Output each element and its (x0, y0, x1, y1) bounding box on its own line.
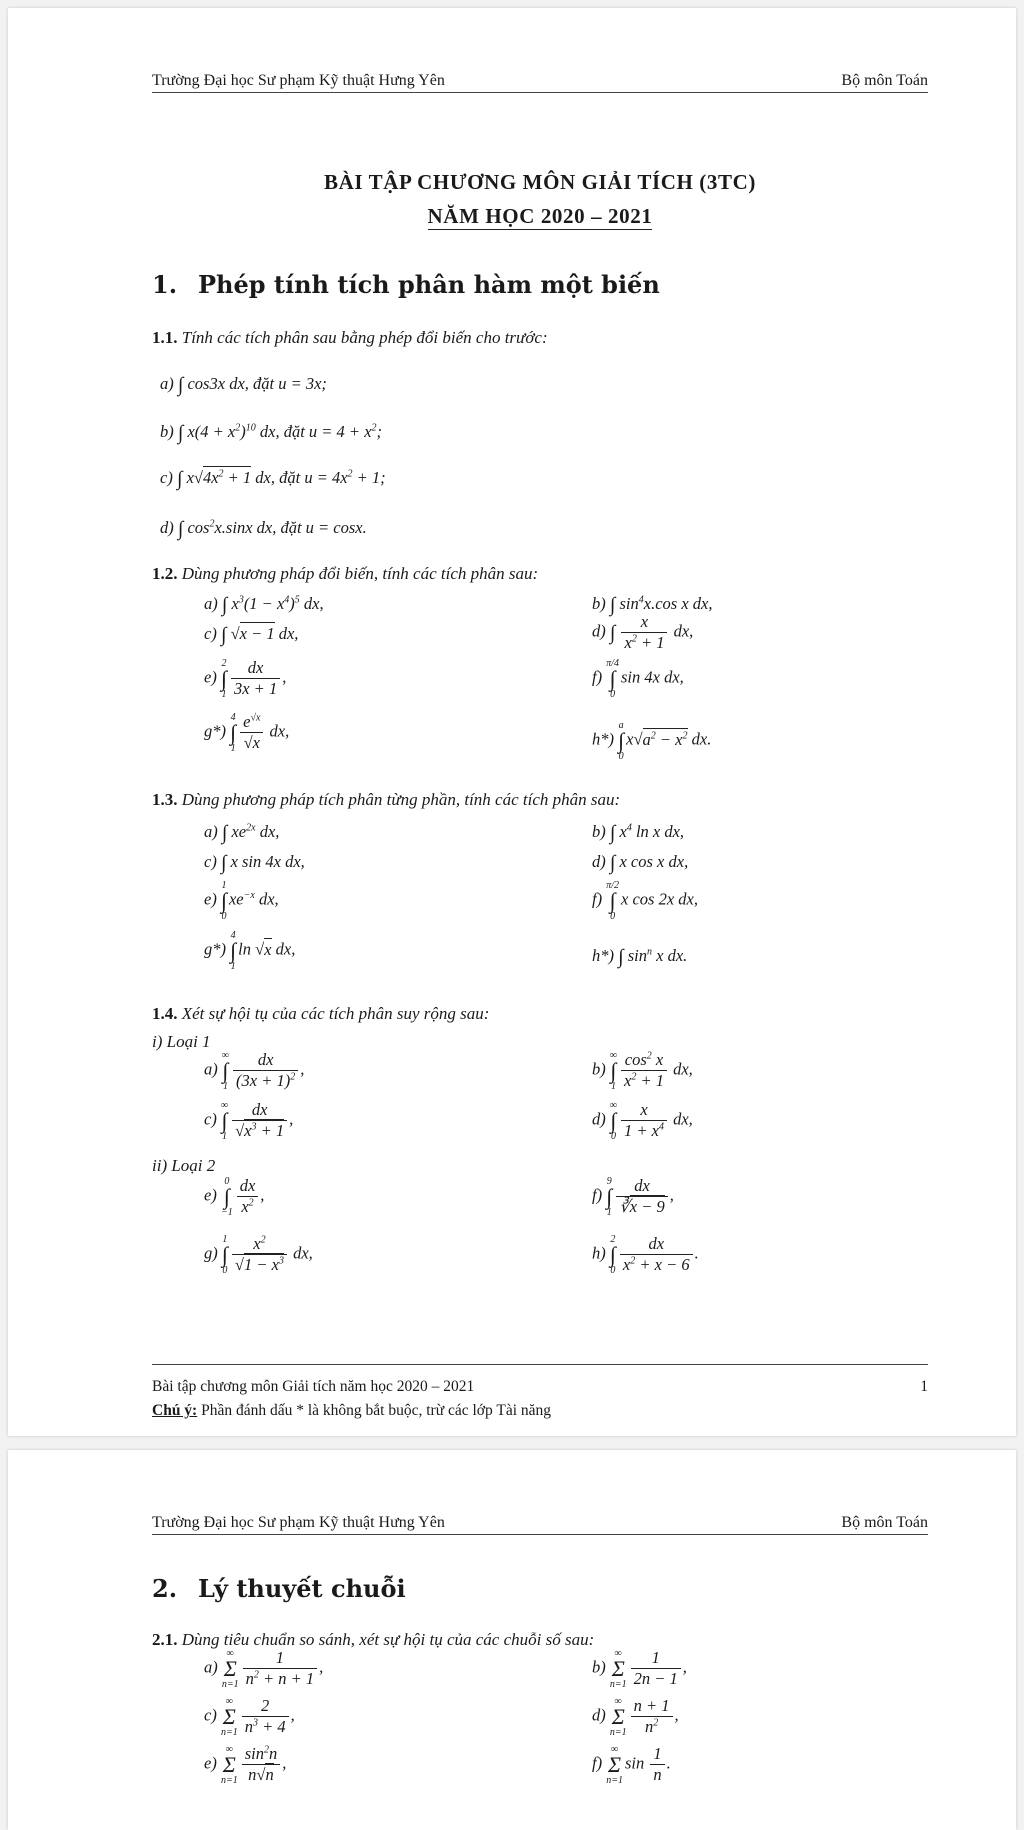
exercise-1-4-h: h) 2 ∫ 0 $\frac{dx}{x^2 + x - 6}$ . (592, 1234, 699, 1276)
exercise-1-2-a: a) ∫ $x^3(1 - x^4)^5$ dx, (204, 594, 324, 617)
header-university-2: Trường Đại học Sư phạm Kỹ thuật Hưng Yên (152, 1514, 445, 1531)
problem-1-4: 1.4. Xét sự hội tụ của các tích phân suy rộng sau: (152, 1004, 490, 1023)
exercise-1-4-b: b) ∞ ∫ 1 $\frac{\cos^2 x}{x^2 + 1}$ dx, (592, 1050, 693, 1092)
header-department-2: Bộ môn Toán (841, 1514, 928, 1531)
exercise-1-3-e: e) 1 ∫ $0xe^{-x}$ dx, (204, 880, 279, 922)
exercise-1-3-c: c) ∫ x sin 4x dx, (204, 852, 305, 875)
page-1 (8, 8, 1016, 1436)
exercise-1-4-e: e) 0 ∫ −1 $\frac{dx}{x^2}$ , (204, 1176, 265, 1218)
exercise-1-2-d: d) ∫ $\frac{x}{x^2 + 1}$ dx, (592, 612, 694, 652)
header-department: Bộ môn Toán (841, 72, 928, 89)
footer-rule (152, 1364, 928, 1365)
exercise-2-1-e: e) ∞ Σ n=1 $\frac{\sin^2n}{n√n}$ , (204, 1744, 287, 1786)
exercise-1-3-a: a) ∫ $xe^{2x}$ dx, (204, 822, 280, 845)
problem-1-3: 1.3. Dùng phương pháp tích phân từng phần, tính các tích phân sau: (152, 790, 621, 809)
exercise-1-3-g: g*) 4 ∫ 1ln √x dx, (204, 930, 296, 972)
exercise-1-4-f: f) 9 ∫ 1 $\frac{dx}{∛x - 9}$ , (592, 1176, 674, 1218)
exercise-1-1-d: d) ∫ $\cos^2x.\sin x$ dx, đặt u = cosx. (160, 518, 367, 541)
exercise-2-1-d: d) ∞ Σ n=1 $\frac{n + 1}{n^2}$ , (592, 1696, 679, 1738)
type-2-label: ii) Loại 2 (152, 1156, 216, 1175)
exercise-1-3-b: b) ∫ $x^4$ ln x dx, (592, 822, 685, 845)
exercise-1-3-f: f) π/2 ∫ 0x cos 2x dx, (592, 880, 698, 922)
exercise-1-1-b: b) ∫ $x(4 + x^2)^{10}$ dx, đặt $u = 4 + x^2$; (160, 422, 383, 445)
exercise-1-2-f: f) π/4 ∫ 0sin 4x dx, (592, 658, 684, 700)
exercise-1-3-h: h*) ∫ $\sin^n x$ dx. (592, 946, 688, 969)
page-header-2 (152, 1514, 928, 1535)
exercise-1-2-c: c) ∫ √x − 1 dx, (204, 624, 299, 647)
exercise-1-2-e: e) 2 ∫ 1 $\frac{dx}{3x + 1}$ , (204, 658, 287, 700)
problem-2-1: 2.1. Dùng tiêu chuẩn so sánh, xét sự hội tụ của các chuỗi số sau: (152, 1630, 595, 1649)
exercise-1-1-c: c) ∫ $x√4x^2 + 1$ dx, đặt $u = 4x^2 + 1$; (160, 468, 386, 491)
exercise-2-1-f: f) ∞ Σ n=1sin $\frac{1}{n}$ . (592, 1744, 671, 1786)
type-1-label: i) Loại 1 (152, 1032, 211, 1051)
problem-1-2: 1.2. Dùng phương pháp đổi biến, tính các tích phân sau: (152, 564, 539, 583)
doc-subtitle: NĂM HỌC 2020 – 2021 (427, 204, 653, 228)
exercise-2-1-a: a) ∞ Σ n=1 $\frac{1}{n^2 + n + 1}$ , (204, 1648, 324, 1690)
header-university: Trường Đại học Sư phạm Kỹ thuật Hưng Yên (152, 72, 445, 89)
footer-text: Bài tập chương môn Giải tích năm học 2020 – 2021 (152, 1378, 475, 1395)
page-header (152, 72, 928, 93)
exercise-1-4-g: g) 1 ∫ 0 $\frac{x^2}{√1 - x^3}$ dx, (204, 1234, 313, 1276)
doc-title: BÀI TẬP CHƯƠNG MÔN GIẢI TÍCH (3TC) (324, 170, 756, 194)
exercise-1-2-g: g*) 4 ∫ 1 $\frac{e^{√x}}{√x}$ dx, (204, 712, 290, 754)
exercise-1-2-h: h*) a ∫ $0x√a^2 - x^2$ dx. (592, 720, 712, 762)
section-2-heading: 2. Lý thuyết chuỗi (152, 1574, 406, 1603)
exercise-1-4-d: d) ∞ ∫ 0 $\frac{x}{1 + x^4}$ dx, (592, 1100, 693, 1142)
page-2 (8, 1450, 1016, 1830)
section-1-heading: 1. Phép tính tích phân hàm một biến (152, 270, 660, 299)
exercise-1-2-b: b) ∫ $\sin^4x.\cos$ x dx, (592, 594, 713, 617)
page-number: 1 (920, 1378, 928, 1395)
exercise-1-1-a: a) ∫ cos3x dx, đặt u = 3x; (160, 374, 327, 397)
exercise-2-1-c: c) ∞ Σ n=1 $\frac{2}{n^3 + 4}$ , (204, 1696, 295, 1738)
footer-note: Chú ý: Phần đánh dấu * là không bắt buộc, trừ các lớp Tài năng (152, 1402, 552, 1419)
problem-1-1: 1.1. Tính các tích phân sau bằng phép đổi biến cho trước: (152, 328, 548, 347)
exercise-2-1-b: b) ∞ Σ n=1 $\frac{1}{2n - 1}$ , (592, 1648, 687, 1690)
page-footer (152, 1378, 928, 1396)
exercise-1-4-c: c) ∞ ∫ 1 $\frac{dx}{√x^3 + 1}$ , (204, 1100, 294, 1142)
exercise-1-3-d: d) ∫ x cos x dx, (592, 852, 689, 875)
exercise-1-4-a: a) ∞ ∫ 1 $\frac{dx}{(3x + 1)^2}$ , (204, 1050, 305, 1092)
